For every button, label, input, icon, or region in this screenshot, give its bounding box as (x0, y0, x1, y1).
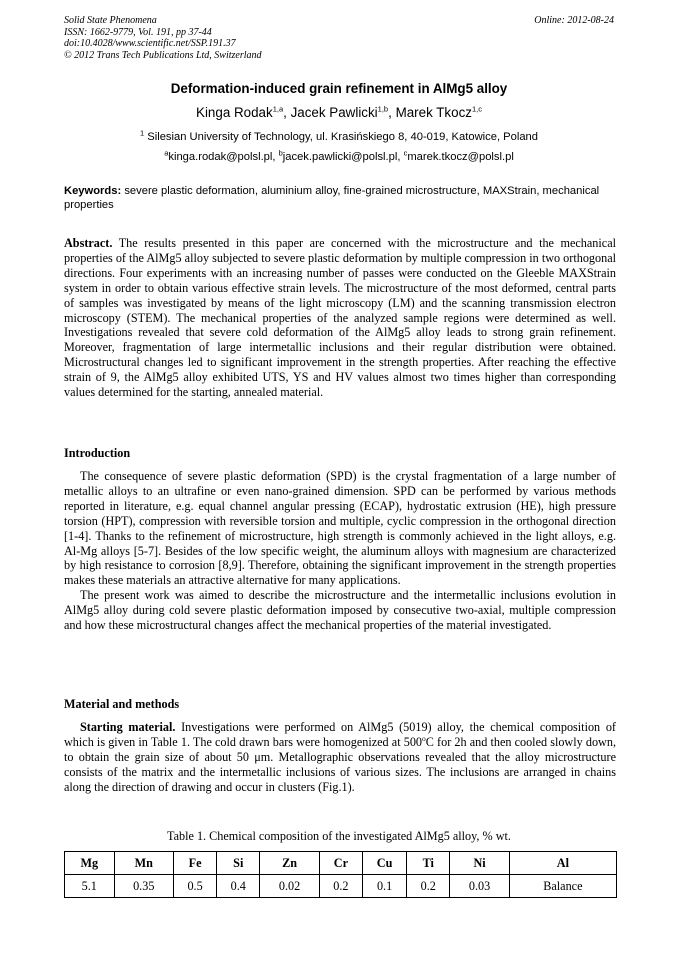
methods-body (64, 720, 616, 795)
table-header-cell: Mg (65, 852, 115, 875)
affiliation (0, 128, 678, 143)
table-header-cell: Fe (173, 852, 216, 875)
table-cell: 0.03 (450, 875, 509, 898)
abstract-label: Abstract. (64, 236, 113, 250)
starting-material-label: Starting material. (80, 720, 176, 734)
paragraph: The present work was aimed to describe the microstructure and the intermetallic inclusions evolution in AlMg5 alloy during cold severe plastic deformation imposed by consecutive two-axial, multiple compression and how these microstructural changes affect the mechanical properties of the material investigated. (64, 588, 616, 633)
introduction-heading: Introduction (64, 446, 131, 460)
table-header-cell: Ti (407, 852, 450, 875)
email-link[interactable]: marek.tkocz@polsl.pl (407, 151, 514, 163)
email-link[interactable]: jacek.pawlicki@polsl.pl, (282, 151, 401, 163)
author-affiliation-mark: 1,b (377, 104, 389, 114)
methods-text: Investigations were performed on AlMg5 (5019) alloy, the chemical composition of which is given in Table 1. The cold drawn bars were homogenized at 500 (64, 720, 616, 749)
methods-heading: Material and methods (64, 697, 180, 711)
table-header-row (65, 852, 617, 875)
table-row (65, 875, 617, 898)
table-cell: 0.5 (173, 875, 216, 898)
table-cell: 0.02 (260, 875, 319, 898)
degree-mark: o (422, 733, 426, 743)
paper-title: Deformation-induced grain refinement in AlMg5 alloy (170, 81, 508, 96)
table-header-cell: Cr (319, 852, 362, 875)
journal-name: Solid State Phenomena (64, 15, 157, 26)
table-header-cell: Al (509, 852, 616, 875)
copyright-line: © 2012 Trans Tech Publications Ltd, Switzerland (64, 49, 262, 61)
doi-line: doi:10.4028/www.scientific.net/SSP.191.37 (64, 38, 236, 49)
table-cell: 0.1 (362, 875, 406, 898)
table-cell: 5.1 (65, 875, 115, 898)
abstract-text: The results presented in this paper are concerned with the microstructure and the mechanical properties of the AlMg5 alloy subjected to severe plastic deformation by multiple compression in two orthogonal directions. Four experiments with an increasing number of passes were conducted on the Gleeble MAXStrain system in order to obtain various effective strain levels. The microstructure of the most deformed, central parts of samples was investigated by means of the light microscopy (LM) and the scanning transmission electron microscopy (STEM). The mechanical properties of the analyzed sample regions were determined as well. Investigations revealed that severe cold deformation of the AlMg5 alloy leads to strong grain refinement. Moreover, fragmentation of large intermetallic inclusions and their regular distribution were obtained. Microstructural changes led to significant improvement in the strength properties. After reaching the effective strain of 9, the AlMg5 alloy exhibited UTS, YS and HV values almost two times higher than corresponding values determined for the starting, annealed material. (64, 236, 616, 400)
table-header-cell: Si (217, 852, 260, 875)
table-header-cell: Ni (450, 852, 509, 875)
paragraph: The consequence of severe plastic deformation (SPD) is the crystal fragmentation of a large number of metallic alloys to an ultrafine or even nano-grained dimension. SPD can be performed by various methods reported in literature, e.g. equal channel angular pressing (ECAP), hydrostatic extrusion (HE), high pressure torsion (HPT), compression with reversible torsion and multiple, cyclic compression in the orthogonal direction [1-4]. Thanks to the refinement of microstructure, high strength is commonly achieved in the light alloys, e.g. Al-Mg alloys [5-7]. Besides of the low specific weight, the aluminum alloys with magnesium are characterized by high resistance to corrosion [8,9]. Therefore, obtaining the significant improvement in the strength properties makes these materials an attractive alternative for many applications. (64, 469, 616, 588)
keywords (64, 184, 616, 212)
author-name: Marek Tkocz (395, 105, 472, 120)
table-cell: 0.35 (114, 875, 173, 898)
author-affiliation-mark: 1,a (272, 104, 284, 114)
table-header-cell: Zn (260, 852, 319, 875)
author-name: Jacek Pawlicki (290, 105, 378, 120)
email-link[interactable]: kinga.rodak@polsl.pl, (168, 151, 276, 163)
affiliation-mark: 1 (139, 128, 145, 138)
online-date: Online: 2012-08-24 (534, 15, 614, 26)
email-mark: c (403, 148, 408, 158)
author-list: Kinga Rodak$^{1,a}$, Jacek Pawlicki$^{1,b}$, Marek Tkocz$^{1,c}$ (196, 104, 482, 120)
author-affiliation-mark: 1,c (471, 104, 482, 114)
email-mark: b (278, 148, 283, 158)
table-header-cell: Cu (362, 852, 406, 875)
table-cell: Balance (509, 875, 616, 898)
keywords-text: severe plastic deformation, aluminium alloy, fine-grained microstructure, MAXStrain, mechanical properties (64, 185, 600, 211)
keywords-label: Keywords: (64, 185, 122, 197)
table-cell: 0.4 (217, 875, 260, 898)
journal-info (64, 15, 262, 61)
table-cell: 0.2 (319, 875, 362, 898)
introduction-body (64, 469, 616, 633)
table-caption: Table 1. Chemical composition of the investigated AlMg5 alloy, % wt. (167, 829, 511, 843)
author-name: Kinga Rodak (196, 105, 273, 120)
email-list (0, 148, 678, 163)
table-cell: 0.2 (407, 875, 450, 898)
abstract (64, 236, 616, 400)
composition-table (64, 851, 617, 898)
table-header-cell: Mn (114, 852, 173, 875)
methods-text-cont: C for 2h and then cooled slowly down, to obtain the grain size of about 50 μm. Metallographic observations revealed that the alloy microstructure consists of the matrix and the intermetallic inclusions of various sizes. The inclusions are arranged in chains along the direction of drawing and occur in clusters (Fig.1). (64, 734, 616, 794)
affiliation-text: Silesian University of Technology, ul. Krasińskiego 8, 40-019, Katowice, Poland (147, 131, 539, 143)
issn-line: ISSN: 1662-9779, Vol. 191, pp 37-44 (64, 26, 212, 38)
email-mark: a (164, 148, 169, 158)
